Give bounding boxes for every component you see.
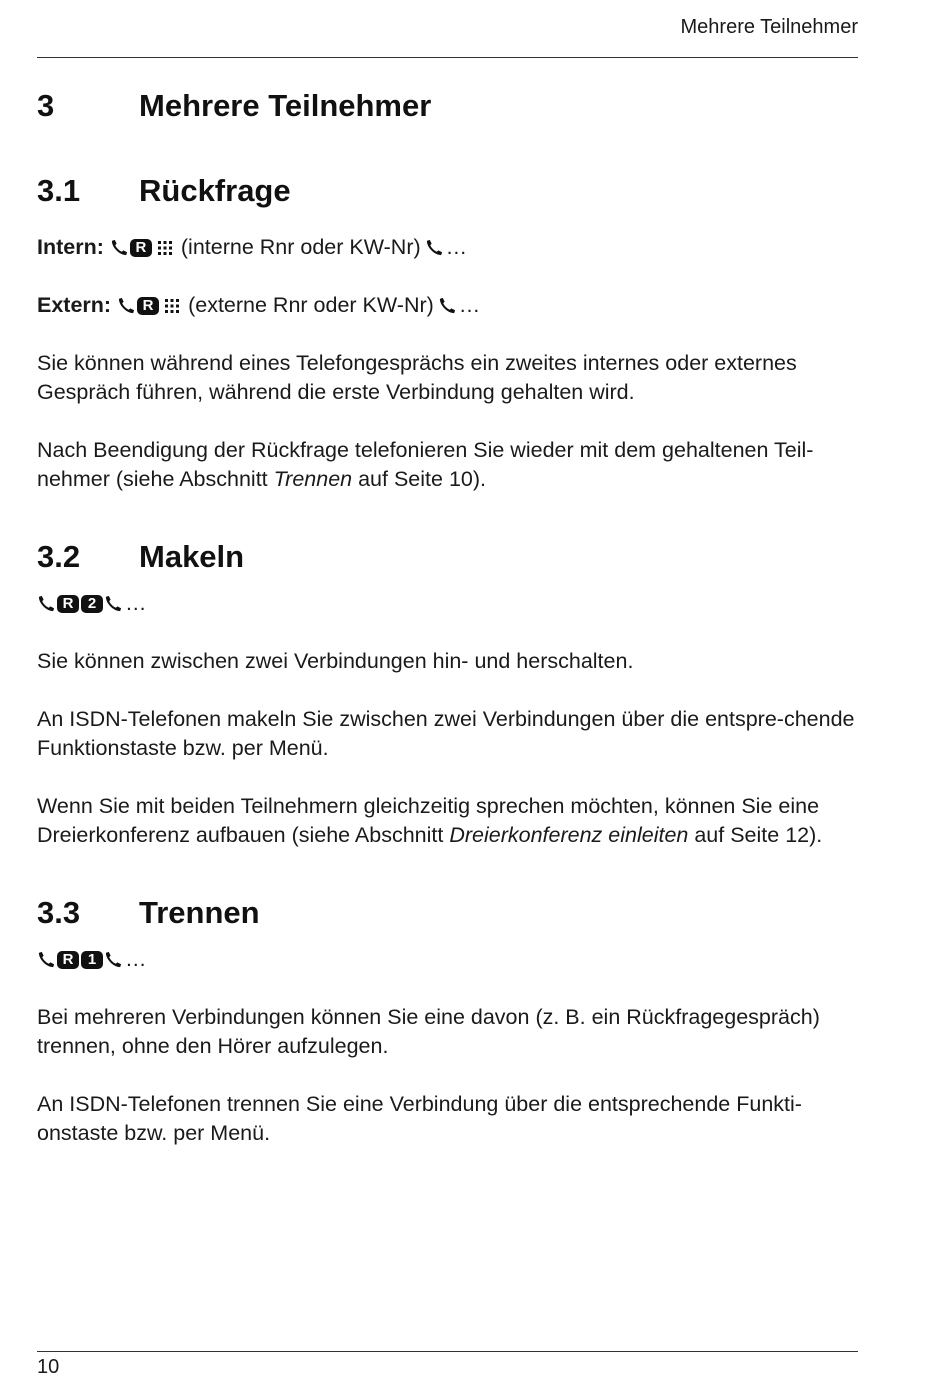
cross-reference: Dreierkonferenz einleiten xyxy=(449,823,689,847)
section-number: 3.1 xyxy=(37,173,81,208)
text-run: auf Seite 12). xyxy=(688,823,823,847)
section-number: 3.3 xyxy=(37,895,81,930)
handset-talk-icon xyxy=(438,296,457,315)
extern-label: Extern: xyxy=(37,293,112,317)
makeln-sequence xyxy=(37,589,858,618)
cross-reference: Trennen xyxy=(273,467,353,491)
chapter-number: 3 xyxy=(37,88,55,123)
handset-talk-icon xyxy=(425,238,444,257)
digit-2-key-icon: 2 xyxy=(81,595,103,613)
chapter-title: Mehrere Teilnehmer xyxy=(139,88,432,123)
trennen-sequence xyxy=(37,945,858,974)
chapter-heading xyxy=(37,84,858,128)
handset-lift-icon xyxy=(110,238,129,257)
text-run: Nach Beendigung der Rückfrage telefonieren Sie wieder mit dem gehaltenen Teil-nehmer (siehe Abschnitt xyxy=(37,438,814,491)
section-title: Rückfrage xyxy=(139,173,291,208)
keypad-icon xyxy=(160,298,184,314)
ellipsis: … xyxy=(125,947,147,971)
handset-talk-icon xyxy=(104,950,123,969)
paragraph xyxy=(37,436,858,494)
paragraph xyxy=(37,792,858,850)
page-content xyxy=(37,84,858,1148)
paragraph: An ISDN-Telefonen makeln Sie zwischen zwei Verbindungen über die entspre-chende Funktionstaste bzw. per Menü. xyxy=(37,707,855,760)
paragraph: Sie können während eines Telefongesprächs ein zweites internes oder externes Gespräch führen, während die erste Verbindung gehalten wird. xyxy=(37,351,797,404)
intern-sequence xyxy=(37,233,858,262)
intern-text: (interne Rnr oder KW-Nr) xyxy=(180,235,421,259)
section-heading-3-1 xyxy=(37,169,858,213)
section-number: 3.2 xyxy=(37,539,81,574)
ellipsis: … xyxy=(445,235,468,259)
section-title: Trennen xyxy=(139,895,260,930)
header-rule xyxy=(37,57,858,58)
digit-1-key-icon: 1 xyxy=(81,951,103,969)
r-key-icon: R xyxy=(57,595,79,613)
extern-text: (externe Rnr oder KW-Nr) xyxy=(188,293,434,317)
running-header: Mehrere Teilnehmer xyxy=(680,16,858,38)
handset-lift-icon xyxy=(37,594,56,613)
keypad-icon xyxy=(153,240,177,256)
r-key-icon: R xyxy=(130,239,152,257)
handset-lift-icon xyxy=(37,950,56,969)
paragraph: Sie können zwischen zwei Verbindungen hin- und herschalten. xyxy=(37,649,634,673)
text-run: Wenn Sie mit beiden Teilnehmern gleichzeitig sprechen möchten, können Sie eine Dreierkonferenz aufbauen (siehe Abschnitt xyxy=(37,794,820,847)
section-heading-3-3 xyxy=(37,891,858,935)
intern-label: Intern: xyxy=(37,235,104,259)
ellipsis: … xyxy=(125,591,147,615)
paragraph: An ISDN-Telefonen trennen Sie eine Verbindung über die entsprechende Funkti-onstaste bzw. per Menü. xyxy=(37,1092,802,1145)
page-number: 10 xyxy=(37,1356,60,1378)
handset-talk-icon xyxy=(104,594,123,613)
extern-sequence xyxy=(37,291,858,320)
paragraph: Bei mehreren Verbindungen können Sie eine davon (z. B. ein Rückfragegespräch) trennen, ohne den Hörer aufzulegen. xyxy=(37,1005,820,1058)
text-run: auf Seite 10). xyxy=(352,467,486,491)
handset-lift-icon xyxy=(117,296,136,315)
r-key-icon: R xyxy=(57,951,79,969)
section-title: Makeln xyxy=(139,539,245,574)
r-key-icon: R xyxy=(137,297,159,315)
footer-rule xyxy=(37,1351,858,1352)
section-heading-3-2 xyxy=(37,535,858,579)
ellipsis: … xyxy=(458,293,481,317)
